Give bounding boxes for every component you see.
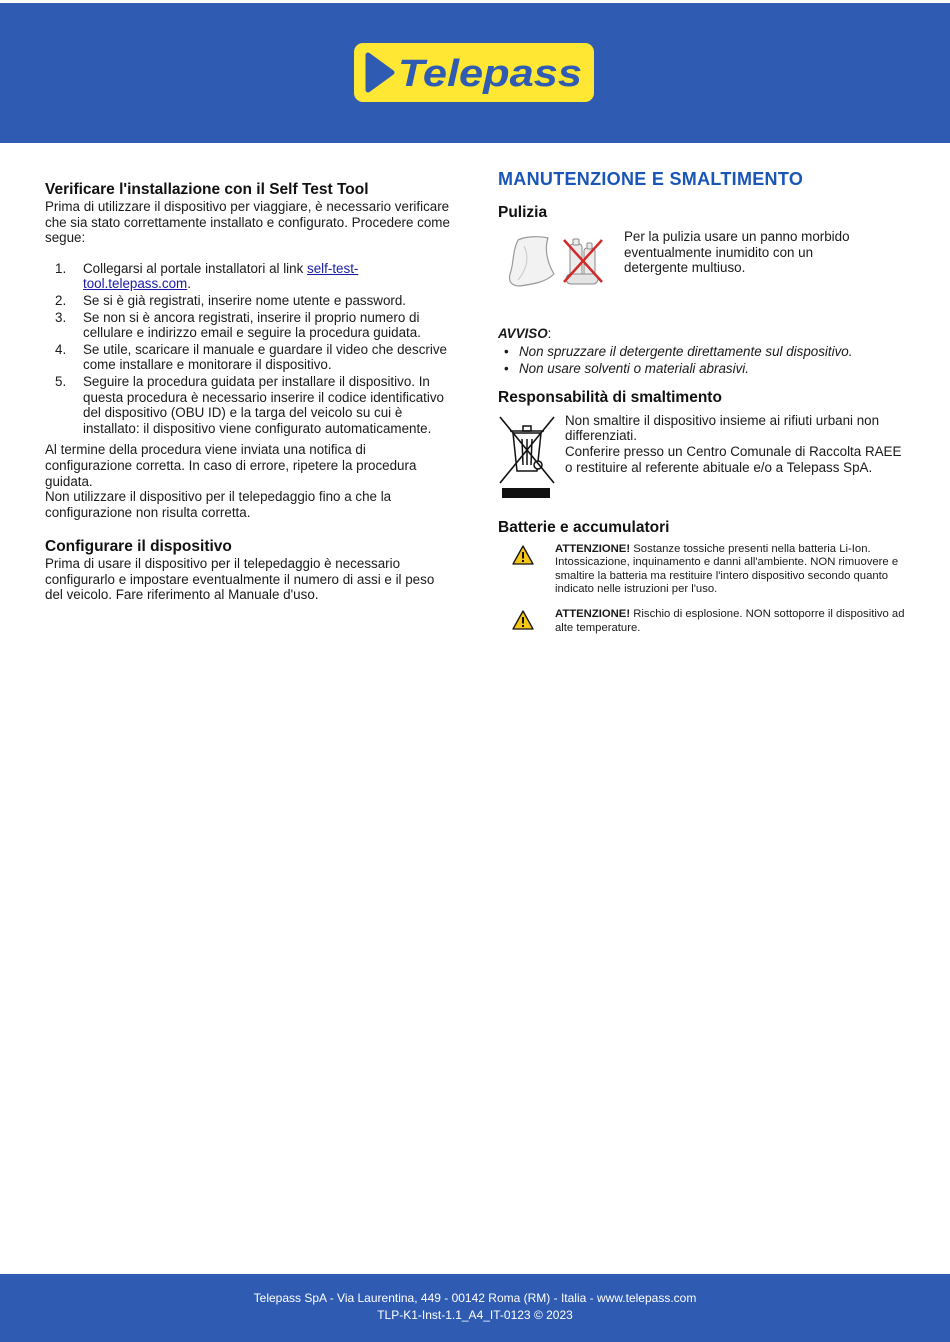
header-bar — [0, 0, 950, 143]
avviso-list — [498, 344, 908, 377]
footer-doc-code: TLP-K1-Inst-1.1_A4_IT-0123 © 2023 — [377, 1308, 573, 1322]
list-item — [498, 361, 908, 377]
pulizia-block — [498, 228, 908, 312]
config-title: Configurare il dispositivo — [45, 538, 232, 556]
step-text-tail: . — [187, 276, 191, 292]
warning-icon — [512, 610, 534, 630]
list-item — [45, 310, 450, 341]
resp-text-2: Conferire presso un Centro Comunale di Raccolta RAEE o restituire al referente abituale e/o a Telepass SpA. — [565, 443, 902, 475]
procedure-notice: Al termine della procedura viene inviata una notifica di configurazione corretta. In caso di errore, ripetere la procedura guidata. — [45, 442, 417, 489]
warning-text: Sostanze tossiche presenti nella batteria Li-Ion. Intossicazione, inquinamento e danni all'ambiente. NON rimuovere e smaltire la batteria ma restituire l'intero dispositivo secondo quanto indicato nelle istruzioni per l'uso. — [555, 542, 899, 595]
list-item — [45, 293, 450, 309]
avviso-label: AVVISO — [498, 326, 548, 341]
warning-item — [498, 608, 908, 635]
step-number: 2. — [55, 292, 67, 308]
step-number: 3. — [55, 309, 67, 325]
step-text: Se utile, scaricare il manuale e guardare il video che descrive come installare e monitorare il dispositivo. — [83, 341, 447, 373]
step-number: 5. — [55, 373, 67, 389]
avviso-heading — [498, 326, 908, 342]
resp-title: Responsabilità di smaltimento — [498, 388, 722, 406]
steps-list — [45, 261, 450, 437]
section-title: MANUTENZIONE E SMALTIMENTO — [498, 169, 804, 189]
cloth-no-solvent-icon — [504, 234, 604, 294]
warning-label: ATTENZIONE! — [555, 608, 631, 621]
avviso-item-text: Non spruzzare il detergente direttamente sul dispositivo. — [519, 343, 853, 359]
bullet-icon: • — [504, 343, 509, 359]
resp-text — [565, 413, 908, 475]
step-text: Se non si è ancora registrati, inserire il proprio numero di cellulare e indirizzo email e seguire la procedura guidata. — [83, 309, 421, 341]
right-column — [498, 168, 908, 635]
footer-bar — [0, 1274, 950, 1342]
bullet-icon: • — [504, 361, 509, 377]
self-test-tool-link[interactable]: self-test-tool.telepass.com — [83, 260, 359, 292]
logo-text: Telepass — [398, 53, 582, 95]
resp-block — [498, 413, 908, 507]
step-number: 4. — [55, 341, 67, 357]
footer-address: Telepass SpA - Via Laurentina, 449 - 00142 Roma (RM) - Italia - www.telepass.com — [253, 1291, 697, 1305]
avviso-item-text: Non usare solventi o materiali abrasivi. — [519, 361, 749, 377]
resp-text-1: Non smaltire il dispositivo insieme ai rifiuti urbani non differenziati. — [565, 412, 880, 444]
crossed-bin-icon — [498, 413, 556, 499]
telepass-logo — [354, 43, 594, 102]
step-text: Collegarsi al portale installatori al link — [83, 260, 308, 276]
list-item — [45, 342, 450, 373]
warning-icon — [512, 545, 534, 565]
list-item — [45, 374, 450, 436]
verify-intro: Prima di utilizzare il dispositivo per viaggiare, è necessario verificare che sia stato correttamente installato e configurato. Procedere come segue: — [45, 199, 450, 246]
list-item — [498, 344, 908, 360]
warning-text: Rischio di esplosione. NON sottoporre il dispositivo ad alte temperature. — [555, 608, 905, 634]
warning-item — [498, 543, 908, 597]
warning-label: ATTENZIONE! — [555, 542, 631, 555]
step-text: Se si è già registrati, inserire nome utente e password. — [83, 292, 407, 308]
header-top-strip — [0, 0, 950, 3]
step-text: Seguire la procedura guidata per installare il dispositivo. In questa procedura è necessario inserire il codice identificativo del dispositivo (OBU ID) e la targa del veicolo su cui è installato: il dispositivo viene configurato automaticamente. — [83, 373, 444, 436]
verify-title: Verificare l'installazione con il Self Test Tool — [45, 181, 369, 198]
list-item — [45, 261, 450, 292]
batt-title: Batterie e accumulatori — [498, 518, 670, 536]
step-number: 1. — [55, 260, 67, 276]
avviso-block — [498, 326, 908, 377]
pulizia-title: Pulizia — [498, 204, 548, 221]
procedure-warning: Non utilizzare il dispositivo per il telepedaggio fino a che la configurazione non risulta corretta. — [45, 489, 392, 520]
config-text: Prima di usare il dispositivo per il telepedaggio è necessario configurarlo e impostare eventualmente il numero di assi e il peso del veicolo. Fare riferimento al Manuale d'uso. — [45, 556, 435, 603]
avviso-colon: : — [547, 326, 552, 341]
left-column — [45, 181, 450, 603]
pulizia-text: Per la pulizia usare un panno morbido eventualmente inumidito con un detergente multiuso. — [624, 229, 850, 276]
